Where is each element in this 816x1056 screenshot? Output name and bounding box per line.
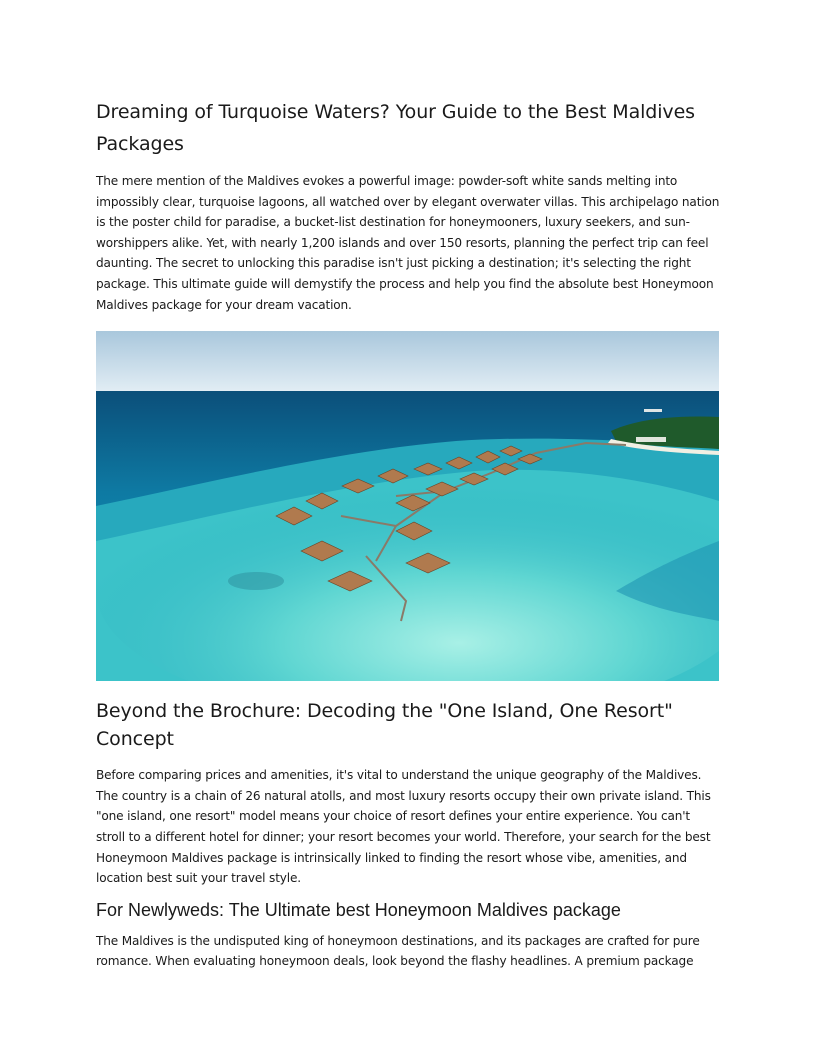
maldives-aerial-photo — [96, 331, 719, 681]
section-paragraph-one-island: Before comparing prices and amenities, it's vital to understand the unique geography of the Maldives. The country is a chain of 26 natural atolls, and most luxury resorts occupy their own private island. This "one island, one resort" model means your choice of resort defines your entire experience. You can't stroll to a different hotel for dinner; your resort becomes your world. Therefore, your search for the best Honeymoon Maldives package is intrinsically linked to finding the resort whose vibe, amenities, and location best suit your travel style. — [96, 768, 711, 886]
section-heading-newlyweds: For Newlyweds: The Ultimate best Honeymoon Maldives package — [96, 899, 621, 920]
section-heading-one-island: Beyond the Brochure: Decoding the "One Island, One Resort" Concept — [96, 700, 673, 751]
section-paragraph-newlyweds: The Maldives is the undisputed king of honeymoon destinations, and its packages are crafted for pure romance. When evaluating honeymoon deals, look beyond the flashy headlines. A premium package — [96, 933, 700, 969]
overwater-villas-illustration — [96, 331, 719, 681]
article-title: Dreaming of Turquoise Waters? Your Guide to the Best Maldives Packages — [96, 101, 695, 155]
article-page — [96, 96, 720, 972]
intro-paragraph: The mere mention of the Maldives evokes a powerful image: powder-soft white sands melting into impossibly clear, turquoise lagoons, all watched over by elegant overwater villas. This archipelago nation is the poster child for paradise, a bucket-list destination for honeymooners, luxury seekers, and sun-worshippers alike. Yet, with nearly 1,200 islands and over 150 resorts, planning the perfect trip can feel daunting. The secret to unlocking this paradise isn't just picking a destination; it's selecting the right package. This ultimate guide will demystify the process and help you find the absolute best Honeymoon Maldives package for your dream vacation. — [96, 174, 720, 312]
